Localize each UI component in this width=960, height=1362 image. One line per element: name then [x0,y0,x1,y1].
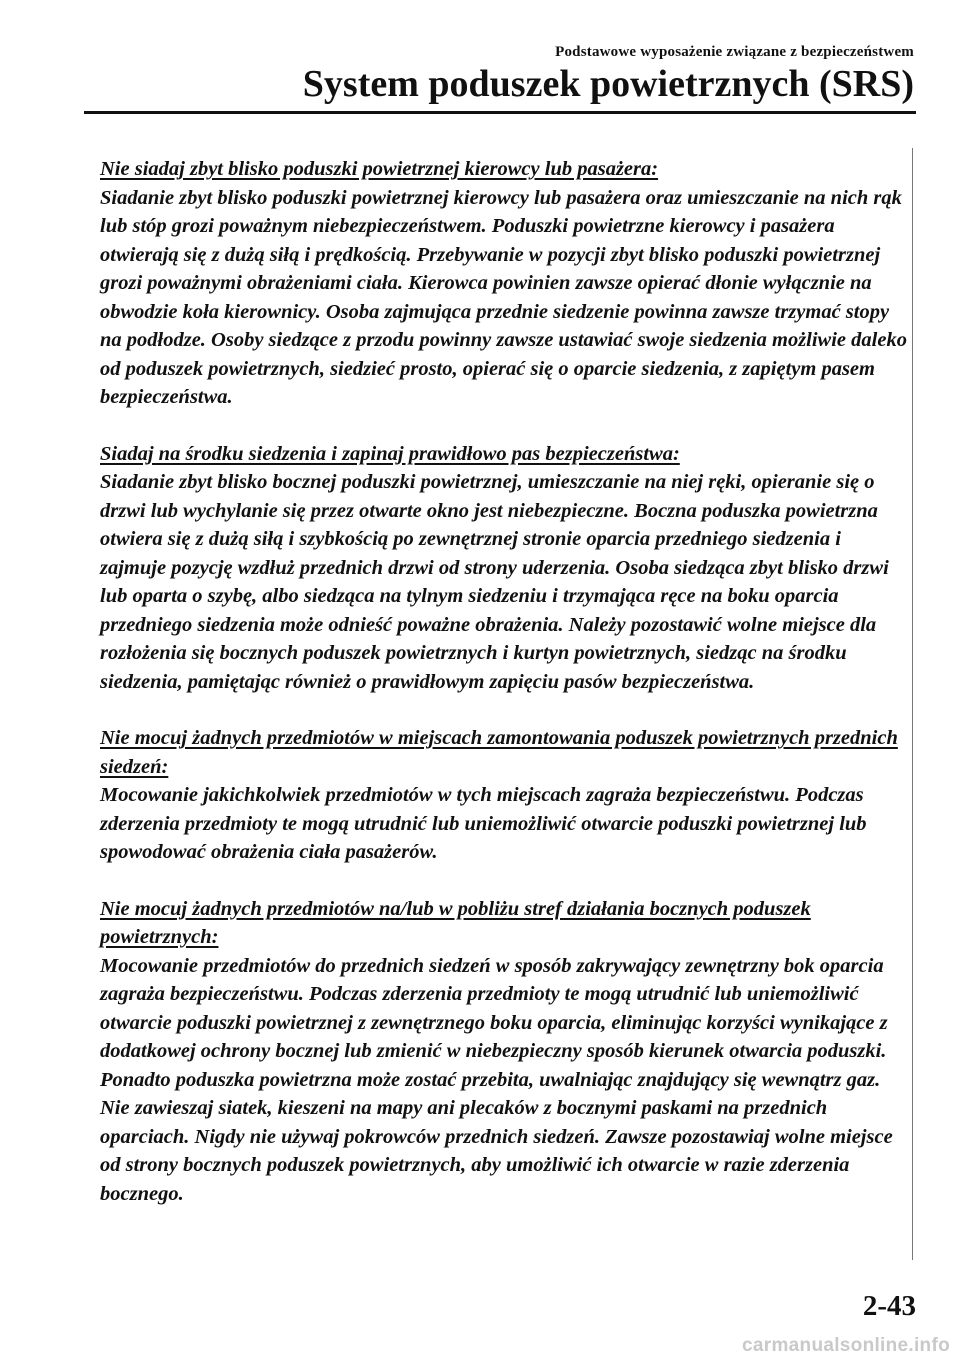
warning-2 [100,440,912,697]
warning-4-body: Mocowanie przedmiotów do przednich siedzeń w sposób zakrywający zewnętrzny bok oparcia zagraża bezpieczeństwu. Podczas zderzenia przedmioty te mogą utrudnić lub uniemożliwić otwarcie poduszki powietrznej z zewnętrznego boku oparcia, eliminując korzyści wynikające z dodatkowej ochrony bocznej lub zmienić w niebezpieczny sposób kierunek otwarcia poduszki. Ponadto poduszka powietrzna może zostać przebita, uwalniając znajdujący się wewnątrz gaz. [100,954,888,1091]
header-divider [84,111,916,114]
warning-3-body: Mocowanie jakichkolwiek przedmiotów w tych miejscach zagraża bezpieczeństwu. Podczas zderzenia przedmioty te mogą utrudnić lub uniemożliwić otwarcie poduszki powietrznej lub spowodować obrażenia ciała pasażerów. [100,784,867,863]
warning-4-title: Nie mocuj żadnych przedmiotów na/lub w pobliżu stref działania bocznych poduszek powietrznych: [100,897,811,948]
page-number: 2-43 [862,1290,916,1322]
warning-4 [100,895,912,1209]
warning-3 [100,724,912,867]
warning-side-bar [912,148,913,1260]
warning-1 [100,155,912,412]
warning-content [100,155,912,1208]
warning-4-body-continued: Nie zawieszaj siatek, kieszeni na mapy ani plecaków z bocznymi paskami na przednich oparciach. Nigdy nie używaj pokrowców przednich siedzeń. Zawsze pozostawiaj wolne miejsce od strony bocznych poduszek powietrznych, aby umożliwić ich otwarcie w razie zderzenia bocznego. [100,1097,893,1205]
page-title: System poduszek powietrznych (SRS) [302,63,914,105]
warning-2-body: Siadanie zbyt blisko bocznej poduszki powietrznej, umieszczanie na niej ręki, opieranie się o drzwi lub wychylanie się przez otwarte okno jest niebezpieczne. Boczna poduszka powietrzna otwiera się z dużą siłą i szybkością po zewnętrznej stronie oparcia przedniego siedzenia i zajmuje pozycję wzdłuż przednich drzwi od strony uderzenia. Osoba siedząca zbyt blisko drzwi lub oparta o szybę, albo siedząca na tylnym siedzeniu i trzymająca ręce na boku oparcia przedniego siedzenia może odnieść poważne obrażenia. Należy pozostawić wolne miejsce dla rozłożenia się bocznych poduszek powietrznych i kurtyn powietrznych, siedząc na środku siedzenia, pamiętając również o prawidłowym zapięciu pasów bezpieczeństwa. [100,471,889,693]
warning-2-title: Siadaj na środku siedzenia i zapinaj prawidłowo pas bezpieczeństwa: [100,442,680,465]
warning-1-body: Siadanie zbyt blisko poduszki powietrznej kierowcy lub pasażera oraz umieszczanie na nich rąk lub stóp grozi poważnym niebezpieczeństwem. Poduszki powietrzne kierowcy i pasażera otwierają się z dużą siłą i prędkością. Przebywanie w pozycji zbyt blisko poduszki powietrznej grozi poważnymi obrażeniami ciała. Kierowca powinien zawsze opierać dłonie wyłącznie na obwodzie koła kierownicy. Osoba zajmująca przednie siedzenie powinna zawsze trzymać stopy na podłodze. Osoby siedzące z przodu powinny zawsze ustawiać swoje siedzenia możliwie daleko od poduszek powietrznych, siedzieć prosto, opierać się o oparcie siedzenia, z zapiętym pasem bezpieczeństwa. [100,186,907,408]
warning-3-title: Nie mocuj żadnych przedmiotów w miejscach zamontowania poduszek powietrznych przednich siedzeń: [100,727,898,778]
warning-1-title: Nie siadaj zbyt blisko poduszki powietrznej kierowcy lub pasażera: [100,158,659,180]
section-subtitle: Podstawowe wyposażenie związane z bezpieczeństwem [555,44,914,60]
watermark: carmanualsonline.info [742,1335,950,1356]
